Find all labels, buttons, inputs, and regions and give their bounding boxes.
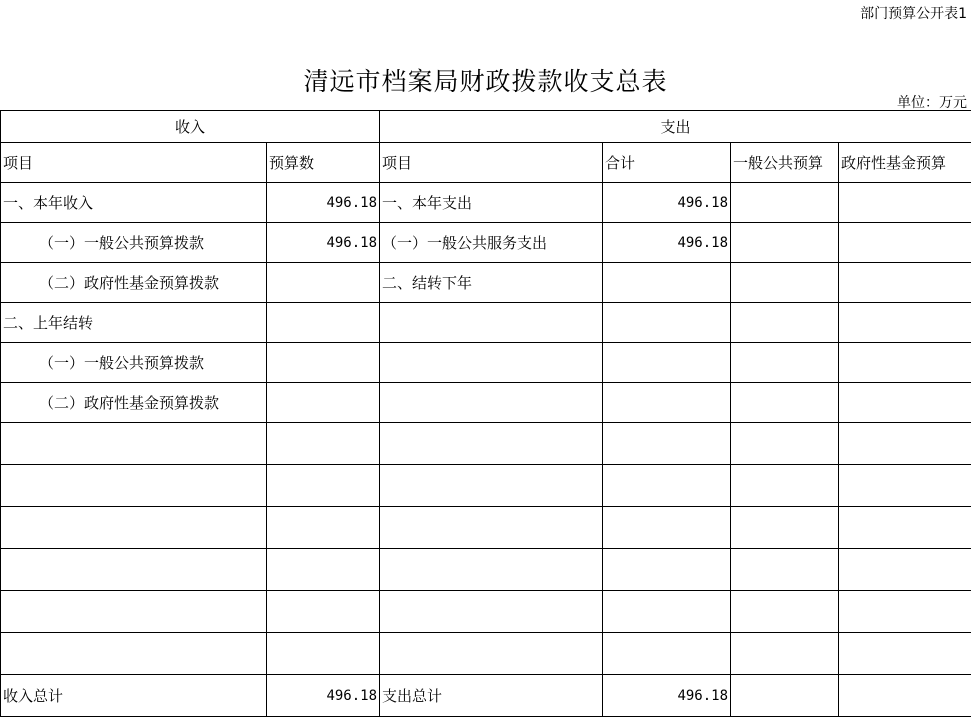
income-item: （二）政府性基金预算拨款 <box>1 383 267 423</box>
empty-cell <box>603 507 731 549</box>
empty-cell <box>380 591 603 633</box>
empty-cell <box>603 633 731 675</box>
expense-item <box>380 303 603 343</box>
expense-total <box>603 263 731 303</box>
empty-cell <box>267 507 380 549</box>
empty-cell <box>380 465 603 507</box>
header-expense-item: 项目 <box>380 143 603 183</box>
expense-total: 496.18 <box>603 183 731 223</box>
table-row <box>1 343 971 383</box>
expense-total: 496.18 <box>603 223 731 263</box>
expense-item: 一、本年支出 <box>380 183 603 223</box>
general-budget-amount <box>731 383 839 423</box>
income-total-label: 收入总计 <box>1 675 267 717</box>
expense-total-label: 支出总计 <box>380 675 603 717</box>
empty-cell <box>267 591 380 633</box>
header-general-budget: 一般公共预算 <box>731 143 839 183</box>
empty-cell <box>839 549 971 591</box>
empty-cell <box>1 507 267 549</box>
general-budget-total <box>731 675 839 717</box>
empty-row <box>1 423 971 465</box>
income-amount <box>267 303 380 343</box>
empty-cell <box>603 549 731 591</box>
expense-item <box>380 343 603 383</box>
general-budget-amount <box>731 303 839 343</box>
empty-cell <box>839 465 971 507</box>
empty-cell <box>839 423 971 465</box>
empty-cell <box>731 423 839 465</box>
general-budget-amount <box>731 343 839 383</box>
empty-row <box>1 633 971 675</box>
general-budget-amount <box>731 223 839 263</box>
general-budget-amount <box>731 183 839 223</box>
expense-item: （一）一般公共服务支出 <box>380 223 603 263</box>
table-row <box>1 263 971 303</box>
document-title: 清远市档案局财政拨款收支总表 <box>303 67 668 96</box>
empty-cell <box>380 423 603 465</box>
header-income-item: 项目 <box>1 143 267 183</box>
table-number-label: 部门预算公开表1 <box>860 6 967 22</box>
empty-cell <box>603 465 731 507</box>
general-budget-amount <box>731 263 839 303</box>
empty-cell <box>380 549 603 591</box>
expense-item <box>380 383 603 423</box>
expense-total <box>603 383 731 423</box>
empty-cell <box>839 633 971 675</box>
empty-cell <box>731 633 839 675</box>
income-amount <box>267 383 380 423</box>
empty-cell <box>731 549 839 591</box>
expense-item: 二、结转下年 <box>380 263 603 303</box>
empty-cell <box>1 633 267 675</box>
income-amount: 496.18 <box>267 223 380 263</box>
budget-summary-table <box>0 110 971 717</box>
income-section-header: 收入 <box>1 111 380 143</box>
fund-budget-amount <box>839 263 971 303</box>
income-total-amount: 496.18 <box>267 675 380 717</box>
column-header-row <box>1 143 971 183</box>
income-item: （一）一般公共预算拨款 <box>1 223 267 263</box>
empty-cell <box>267 465 380 507</box>
empty-cell <box>839 591 971 633</box>
section-header-row <box>1 111 971 143</box>
expense-total-amount: 496.18 <box>603 675 731 717</box>
empty-cell <box>1 591 267 633</box>
empty-cell <box>1 423 267 465</box>
empty-cell <box>267 423 380 465</box>
header-fund-budget: 政府性基金预算 <box>839 143 971 183</box>
table-row <box>1 383 971 423</box>
empty-cell <box>731 465 839 507</box>
empty-cell <box>380 633 603 675</box>
empty-row <box>1 591 971 633</box>
income-item: （二）政府性基金预算拨款 <box>1 263 267 303</box>
empty-row <box>1 549 971 591</box>
empty-cell <box>731 591 839 633</box>
fund-budget-amount <box>839 303 971 343</box>
empty-cell <box>1 549 267 591</box>
header-expense-total: 合计 <box>603 143 731 183</box>
fund-budget-amount <box>839 343 971 383</box>
empty-cell <box>603 423 731 465</box>
income-amount <box>267 343 380 383</box>
table-row <box>1 223 971 263</box>
empty-row <box>1 507 971 549</box>
empty-cell <box>267 549 380 591</box>
table-row <box>1 303 971 343</box>
table-row <box>1 183 971 223</box>
empty-cell <box>839 507 971 549</box>
empty-cell <box>267 633 380 675</box>
expense-section-header: 支出 <box>380 111 971 143</box>
fund-budget-amount <box>839 183 971 223</box>
income-item: 二、上年结转 <box>1 303 267 343</box>
fund-budget-amount <box>839 383 971 423</box>
unit-label: 单位：万元 <box>897 95 967 111</box>
totals-row <box>1 675 971 717</box>
expense-total <box>603 303 731 343</box>
fund-budget-amount <box>839 223 971 263</box>
income-item: （一）一般公共预算拨款 <box>1 343 267 383</box>
empty-cell <box>1 465 267 507</box>
income-item: 一、本年收入 <box>1 183 267 223</box>
income-amount <box>267 263 380 303</box>
fund-budget-total <box>839 675 971 717</box>
empty-cell <box>380 507 603 549</box>
empty-cell <box>731 507 839 549</box>
header-income-budget: 预算数 <box>267 143 380 183</box>
expense-total <box>603 343 731 383</box>
empty-row <box>1 465 971 507</box>
income-amount: 496.18 <box>267 183 380 223</box>
empty-cell <box>603 591 731 633</box>
